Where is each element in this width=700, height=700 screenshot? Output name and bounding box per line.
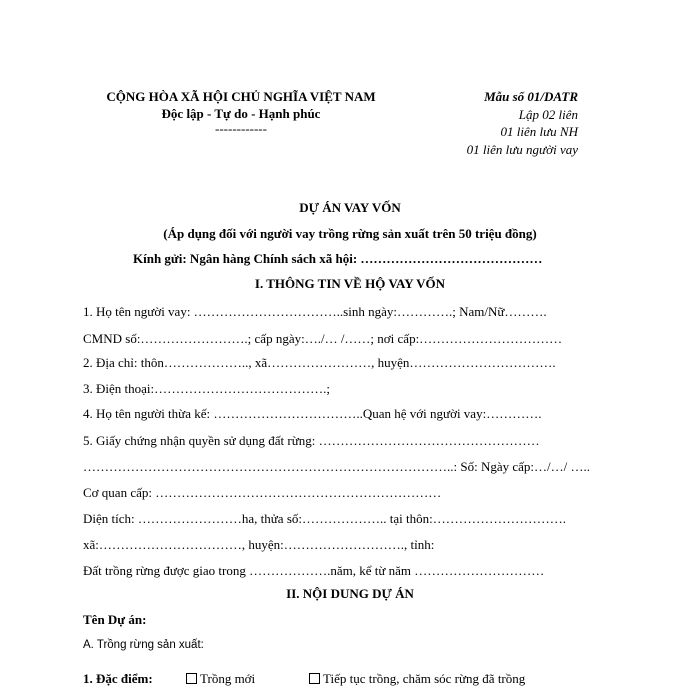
section2-heading: II. NỘI DUNG DỰ ÁN — [286, 586, 414, 601]
issuing-agency-line: Cơ quan cấp: ………………………………………………………… — [83, 485, 442, 500]
phone-line: 3. Điện thoại:………………………………….; — [83, 381, 330, 396]
borrower-name-line: 1. Họ tên người vay: ……………………………..sinh ngày:………….; Nam/Nữ………. — [83, 304, 547, 319]
address-line: 2. Địa chỉ: thôn……………….., xã……………………, huyện……………………………. — [83, 355, 556, 370]
copy-bank: 01 liên lưu NH — [500, 124, 578, 139]
copy-borrower: 01 liên lưu người vay — [466, 142, 578, 157]
section1-heading: I. THÔNG TIN VỀ HỘ VAY VỐN — [254, 276, 446, 291]
form-number: Mẫu số 01/DATR — [484, 89, 578, 104]
option-new[interactable] — [186, 671, 255, 687]
land-certificate-line: 5. Giấy chứng nhận quyền sử dụng đất rừng: …………………………………………… — [83, 433, 540, 448]
document-title: DỰ ÁN VAY VỐN — [299, 200, 401, 215]
motto-rule: ------------ — [215, 121, 267, 136]
id-card-line: CMND số:…………………….; cấp ngày:…./… /……; nơi cấp:…………………………… — [83, 331, 563, 346]
feature-row — [83, 671, 153, 687]
option-new-label: Trồng mới — [200, 671, 256, 686]
motto: Độc lập - Tự do - Hạnh phúc — [161, 106, 321, 121]
addressee: Kính gửi: Ngân hàng Chính sách xã hội: …………………………………… — [133, 251, 543, 266]
checkbox-new[interactable] — [186, 673, 197, 684]
document-subtitle: (Áp dụng đối với người vay trồng rừng sản xuất trên 50 triệu đồng) — [163, 226, 537, 241]
option-continue[interactable] — [309, 671, 525, 687]
heir-line: 4. Họ tên người thừa kế: ……………………………..Quan hệ với người vay:…………. — [83, 406, 542, 421]
area-line: Diện tích: ……………………ha, thửa số:……………….. tại thôn:…………………………. — [83, 511, 566, 526]
part-a-label: A. Trồng rừng sản xuất: — [83, 639, 204, 651]
project-name-label: Tên Dự án: — [83, 612, 147, 627]
option-continue-label: Tiếp tục trồng, chăm sóc rừng đã trồng — [323, 671, 526, 686]
country-name: CỘNG HÒA XÃ HỘI CHỦ NGHĨA VIỆT NAM — [106, 89, 376, 104]
commune-line: xã:……………………………, huyện:………………………., tỉnh: — [83, 537, 435, 552]
allocation-line: Đất trồng rừng được giao trong ……………….năm, kể từ năm ………………………… — [83, 563, 545, 578]
copies-count: Lập 02 liên — [518, 107, 578, 122]
certificate-number-line: …………………………………………………………………………..: Số: Ngày cấp:…/…/ ….. — [83, 459, 590, 474]
checkbox-continue[interactable] — [309, 673, 320, 684]
feature-label: 1. Đặc điểm: — [83, 671, 153, 686]
